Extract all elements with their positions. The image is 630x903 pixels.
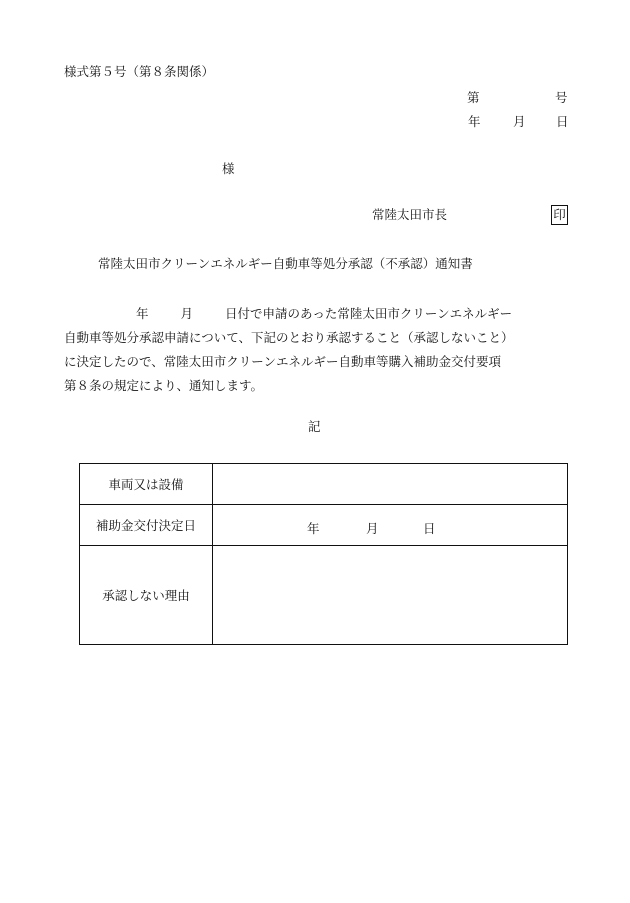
body-month-label: 月 xyxy=(180,306,194,321)
body-line-1 xyxy=(64,302,584,326)
table-row xyxy=(80,546,568,645)
form-number: 様式第５号（第８条関係） xyxy=(64,64,215,79)
subsidy-decision-date-field xyxy=(213,505,568,546)
body-text xyxy=(64,302,584,398)
record-heading: 記 xyxy=(308,419,321,434)
body-line-2: 自動車等処分承認申請について、下記のとおり承認すること（承認しないこと） xyxy=(64,330,514,345)
date-month-label: 月 xyxy=(513,114,526,129)
date-day-label: 日 xyxy=(556,114,569,129)
body-year-label: 年 xyxy=(136,306,149,321)
vehicle-equipment-label: 車両又は設備 xyxy=(80,464,213,505)
decision-day-label: 日 xyxy=(423,521,436,536)
addressee-suffix: 様 xyxy=(222,161,235,176)
date-year-label: 年 xyxy=(468,114,481,129)
vehicle-equipment-field xyxy=(213,464,568,505)
table-row xyxy=(80,464,568,505)
body-line-1-rest: 日付で申請のあった常陸太田市クリーンエネルギー xyxy=(225,306,513,321)
details-table xyxy=(79,463,568,645)
issuer-name: 常陸太田市長 xyxy=(372,207,448,222)
rejection-reason-field xyxy=(213,546,568,645)
seal-stamp: 印 xyxy=(551,205,568,225)
reference-prefix: 第 xyxy=(467,90,480,105)
body-line-3: に決定したので、常陸太田市クリーンエネルギー自動車等購入補助金交付要項 xyxy=(64,354,502,369)
document-title: 常陸太田市クリーンエネルギー自動車等処分承認（不承認）通知書 xyxy=(98,256,473,271)
decision-month-label: 月 xyxy=(366,521,379,536)
body-line-4: 第８条の規定により、通知します。 xyxy=(64,378,264,393)
table-row xyxy=(80,505,568,546)
subsidy-decision-date-label: 補助金交付決定日 xyxy=(80,505,213,546)
rejection-reason-label: 承認しない理由 xyxy=(80,546,213,645)
decision-year-label: 年 xyxy=(307,521,320,536)
reference-suffix: 号 xyxy=(555,90,568,105)
